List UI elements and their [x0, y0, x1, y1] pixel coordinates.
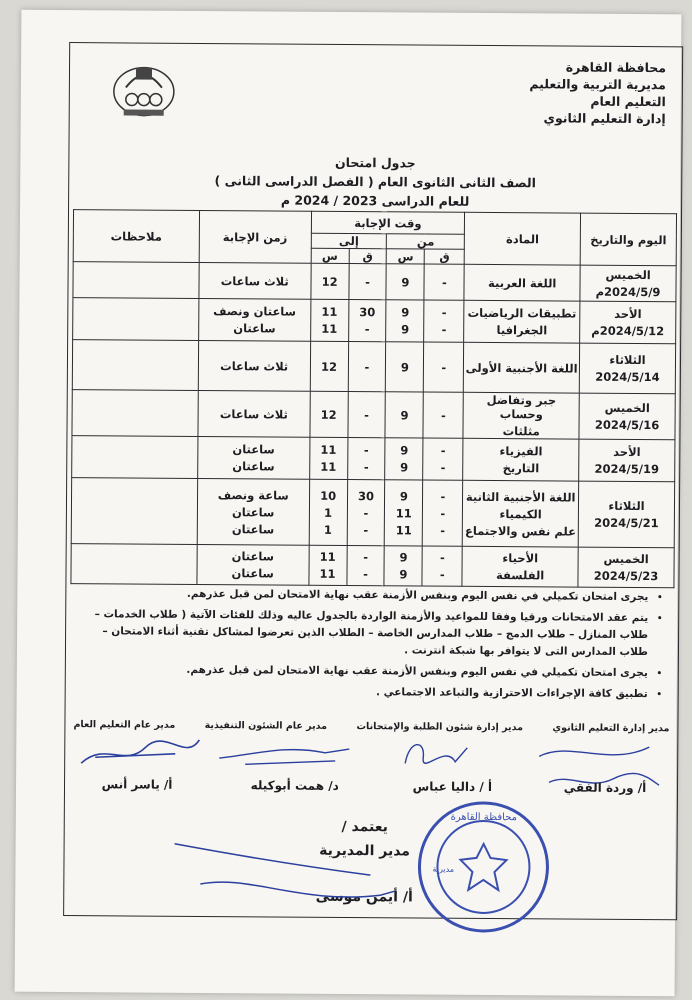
subject-cell — [463, 392, 579, 439]
to-minutes-cell-value: - — [364, 407, 370, 422]
schedule-row — [72, 340, 675, 394]
subject-cell-value: اللغة الأجنبية الثانية — [465, 489, 576, 505]
schedule-row — [73, 262, 676, 302]
day-date-cell — [580, 265, 676, 302]
to-minutes-cell-value: - — [363, 460, 369, 475]
from-hours-cell-value: 11 — [395, 522, 412, 537]
subject-cell — [464, 300, 580, 343]
duration-cell — [197, 436, 309, 479]
ministry-logo — [108, 57, 180, 122]
notes-cell — [73, 262, 199, 299]
subject-cell-value: مثلثات — [502, 424, 540, 439]
duration-cell — [198, 340, 310, 391]
day-date-cell — [579, 393, 675, 440]
from-minutes-cell-value: - — [440, 460, 446, 475]
schedule-row — [71, 544, 674, 588]
from-minutes-cell-value: - — [441, 322, 447, 337]
from-hours-cell — [386, 300, 424, 342]
from-hours-cell — [385, 438, 423, 480]
notes-cell — [72, 340, 198, 391]
subject-cell — [462, 546, 578, 587]
to-hours-cell-value: 11 — [320, 442, 337, 457]
to-hours-cell-value: 10 — [320, 488, 337, 503]
from-minutes-cell-value: - — [440, 506, 446, 521]
header-notes: ملاحظات — [73, 210, 199, 263]
title-line: للعام الدراسى 2023 / 2024 م — [280, 192, 470, 209]
signatory-title: مدير عام التعليم العام — [73, 719, 176, 731]
from-minutes-cell — [423, 438, 463, 480]
from-minutes-cell-value: - — [441, 360, 447, 375]
note-item: • تطبيق كافة الإجراءات الاحترازية والتباعد الاجتماعي . — [76, 682, 648, 703]
signatory-name: د/ همت أبوكيله — [250, 778, 339, 793]
to-minutes-cell — [348, 341, 386, 391]
note-item: • يتم عقد الامتحانات ورقيا وفقا للمواعيد والأزمنة الواردة بالجدول عاليه وذلك للفئات الآتية ( طلاب الخدمات – طلاب المنازل – طلاب الدمج – طلاب المدارس الخاصة – الطلاب الذين تعرضوا لمشاكل تقنية أثناء الامتحان – طلاب المدارس التى لا يتوافر بها شبكة انترنت . — [76, 606, 648, 661]
from-hours-cell — [385, 392, 423, 438]
from-minutes-cell-value: - — [440, 489, 446, 504]
to-hours-cell-value: 11 — [320, 459, 337, 474]
to-minutes-cell-value: - — [363, 550, 369, 565]
subject-cell — [462, 480, 578, 547]
schedule-row — [72, 390, 675, 440]
signatory-title: مدير إدارة شئون الطلبة والإمتحانات — [356, 721, 524, 734]
exam-date: 2024/5/16 — [594, 417, 660, 433]
subject-cell-value: الجغرافيا — [496, 323, 548, 338]
from-hours-cell-value: 11 — [395, 505, 412, 520]
subject-cell — [464, 342, 580, 393]
header-day: اليوم والتاريخ — [580, 213, 676, 266]
to-hours-cell-value: 11 — [321, 321, 338, 336]
from-hours-cell — [385, 480, 423, 546]
exam-schedule-table — [70, 209, 677, 588]
header-line: مديرية التربية والتعليم — [529, 76, 666, 93]
exam-day: الثلاثاء — [609, 352, 646, 368]
subject-cell-value: الكيمياء — [499, 506, 542, 521]
to-hours-cell-value: 11 — [319, 549, 336, 564]
header-from-hours: س — [387, 249, 425, 264]
to-minutes-cell — [347, 437, 385, 479]
duration-cell-value: ساعتان — [232, 459, 275, 474]
notes-cell — [72, 436, 198, 479]
exam-date: 2024/5/23 — [593, 568, 659, 584]
from-minutes-cell-value: - — [441, 275, 447, 290]
duration-cell-value: ثلاث ساعات — [220, 273, 289, 289]
to-hours-cell-value: 12 — [320, 407, 337, 422]
from-minutes-cell — [424, 264, 464, 300]
exam-day: الأحد — [614, 306, 642, 322]
subject-cell-value: الفلسفة — [496, 568, 545, 583]
to-minutes-cell-value: - — [363, 443, 369, 458]
from-hours-cell-value: 9 — [399, 550, 408, 565]
signature-names — [65, 777, 677, 795]
official-stamp — [414, 797, 553, 936]
duration-cell-value: ثلاث ساعات — [219, 406, 288, 422]
to-minutes-cell-value: - — [363, 522, 369, 537]
from-hours-cell-value: 9 — [399, 567, 408, 582]
to-minutes-cell-value: - — [363, 567, 368, 582]
to-minutes-cell-value: - — [365, 274, 370, 289]
to-hours-cell-value: 1 — [323, 505, 333, 520]
schedule-row — [71, 478, 674, 548]
to-minutes-cell-value: 30 — [357, 488, 375, 503]
subject-cell-value: الفيزياء — [499, 444, 543, 459]
subject-cell-value: اللغة العربية — [488, 275, 557, 290]
header-line: التعليم العام — [590, 93, 666, 110]
schedule-row — [73, 298, 676, 344]
signature-scribble — [395, 733, 475, 774]
from-hours-cell — [386, 342, 424, 392]
to-minutes-cell — [347, 391, 385, 437]
exam-day: الخميس — [603, 551, 649, 567]
header-subject: المادة — [464, 212, 580, 265]
duration-cell-value: ساعتان ونصف — [213, 304, 297, 319]
exam-date: 2024/5/19 — [594, 461, 660, 477]
to-minutes-cell-value: - — [363, 505, 369, 520]
exam-notes — [76, 585, 665, 707]
from-hours-cell-value: 9 — [400, 443, 409, 458]
subject-cell — [464, 264, 580, 301]
subject-cell-value: علم نفس والاجتماع — [464, 523, 577, 539]
schedule-row — [72, 436, 675, 482]
from-minutes-cell — [423, 480, 463, 546]
to-minutes-cell-value: 30 — [359, 305, 376, 320]
from-minutes-cell-value: - — [440, 443, 446, 458]
subject-cell-value: جبر وتفاضل وحساب — [486, 392, 557, 422]
stamp-text: مديرية — [432, 864, 455, 874]
to-minutes-cell-value: - — [364, 359, 370, 374]
duration-cell-value: ساعتان — [231, 504, 275, 519]
signatory-name: أ / داليا عباس — [412, 779, 493, 795]
from-hours-cell-value: 9 — [400, 407, 409, 422]
day-date-cell — [580, 301, 676, 344]
exam-day: الخميس — [605, 267, 651, 283]
to-hours-cell-value: 1 — [323, 522, 332, 537]
header-to-hours: س — [311, 248, 349, 263]
header-line: إدارة التعليم الثانوي — [543, 110, 666, 127]
from-minutes-cell-value: - — [441, 408, 446, 423]
approval-role: مدير المديرية — [319, 842, 411, 860]
to-minutes-cell — [348, 263, 386, 299]
signature-scribble — [215, 734, 355, 771]
duration-cell — [198, 390, 310, 437]
to-hours-cell-value: 11 — [319, 566, 336, 581]
exam-title-block — [69, 151, 681, 212]
from-minutes-cell — [424, 300, 464, 342]
duration-cell — [197, 478, 309, 545]
to-hours-cell-value: 12 — [321, 274, 338, 289]
from-hours-cell — [384, 546, 422, 586]
exam-date: 2024/5/12م — [591, 323, 665, 339]
duration-cell-value: ساعتان — [231, 549, 275, 564]
signature-titles — [65, 719, 677, 734]
signatory-title: مدير إدارة التعليم الثانوي — [552, 722, 670, 735]
duration-cell-value: ساعتان — [232, 442, 275, 457]
to-minutes-cell — [346, 545, 384, 585]
subject-cell — [463, 438, 579, 481]
notes-cell — [71, 478, 197, 545]
from-minutes-cell-value: - — [439, 567, 445, 582]
from-minutes-cell-value: - — [440, 550, 445, 565]
duration-cell — [198, 298, 310, 341]
day-date-cell — [578, 481, 674, 548]
duration-cell-value: ساعة ونصف — [217, 487, 289, 503]
exam-day: الثلاثاء — [608, 498, 645, 514]
header-from-minutes: ق — [425, 249, 465, 264]
stamp-text: محافظة القاهرة — [450, 811, 518, 824]
to-hours-cell — [309, 437, 347, 479]
duration-cell — [199, 262, 311, 299]
title-line: الصف الثانى الثانوى العام ( الفصل الدراسى الثانى ) — [214, 173, 536, 191]
to-hours-cell — [309, 545, 347, 585]
day-date-cell — [579, 439, 675, 482]
signature-scribble — [75, 731, 205, 776]
approval-label: يعتمد / — [341, 818, 388, 836]
header-time: وقت الإجابة — [311, 211, 465, 234]
to-hours-cell — [311, 263, 349, 299]
notes-cell — [73, 298, 199, 341]
exam-date: 2024/5/9م — [595, 284, 661, 300]
header-duration: زمن الإجابة — [199, 210, 311, 263]
exam-day: الخميس — [604, 400, 650, 416]
from-hours-cell-value: 9 — [400, 359, 409, 374]
exam-date: 2024/5/14 — [595, 369, 660, 385]
duration-cell-value: ساعتان — [231, 521, 275, 536]
title-line: جدول امتحان — [334, 154, 416, 171]
duration-cell-value: ساعتان — [231, 566, 274, 581]
to-hours-cell-value: 11 — [321, 304, 338, 319]
to-hours-cell — [310, 299, 348, 341]
from-hours-cell-value: 9 — [401, 322, 410, 337]
to-hours-cell — [310, 391, 348, 437]
subject-cell-value: التاريخ — [502, 461, 540, 476]
duration-cell-value: ساعتان — [233, 321, 276, 336]
header-line: محافظة القاهرة — [565, 59, 667, 76]
note-item: • يجرى امتحان تكميلي في نفس اليوم وبنفس الأزمنة عقب نهاية الامتحان لمن قبل عذرهم. — [76, 661, 648, 682]
schedule-body — [71, 262, 676, 588]
exam-date: 2024/5/21 — [594, 515, 659, 531]
issuer-header — [529, 58, 666, 127]
duration-cell — [197, 544, 309, 585]
from-hours-cell-value: 9 — [400, 460, 409, 475]
header-from: من — [387, 234, 465, 250]
notes-cell — [72, 390, 198, 437]
from-hours-cell-value: 9 — [401, 274, 410, 289]
subject-cell-value: الأحياء — [502, 551, 539, 566]
to-minutes-cell — [348, 299, 386, 341]
notes-cell — [71, 544, 197, 585]
subject-cell-value: تطبيقات الرياضيات — [467, 305, 577, 321]
day-date-cell — [578, 547, 674, 588]
signatory-name: أ/ ياسر أنس — [101, 777, 173, 792]
document-sheet — [15, 10, 682, 997]
note-item: • يجرى امتحان تكميلي في نفس اليوم وبنفس الأزمنة عقب نهاية الامتحان لمن قبل عذرهم. — [76, 585, 648, 606]
exam-day: الأحد — [613, 444, 641, 460]
from-hours-cell — [386, 264, 424, 300]
document-frame — [63, 42, 683, 920]
approval-name: أ/ أيمن موسى — [315, 888, 413, 906]
duration-cell-value: ثلاث ساعات — [220, 358, 289, 374]
from-minutes-cell — [422, 546, 462, 586]
to-minutes-cell-value: - — [364, 322, 370, 337]
from-minutes-cell — [424, 342, 464, 392]
from-minutes-cell-value: - — [440, 523, 446, 538]
from-minutes-cell-value: - — [441, 305, 447, 320]
header-to: إلى — [311, 233, 387, 249]
day-date-cell — [579, 343, 675, 394]
to-minutes-cell — [347, 479, 385, 545]
from-hours-cell-value: 9 — [399, 488, 409, 503]
subject-cell-value: اللغة الأجنبية الأولى — [465, 360, 578, 376]
signatory-name: أ/ وردة الفقي — [563, 780, 647, 796]
signatory-title: مدير عام الشئون التنفيذية — [204, 720, 328, 732]
header-to-minutes: ق — [349, 248, 387, 263]
to-hours-cell — [310, 341, 348, 391]
to-hours-cell — [309, 479, 347, 545]
from-hours-cell-value: 9 — [401, 305, 410, 320]
to-hours-cell-value: 12 — [320, 359, 338, 374]
from-minutes-cell — [423, 392, 463, 438]
